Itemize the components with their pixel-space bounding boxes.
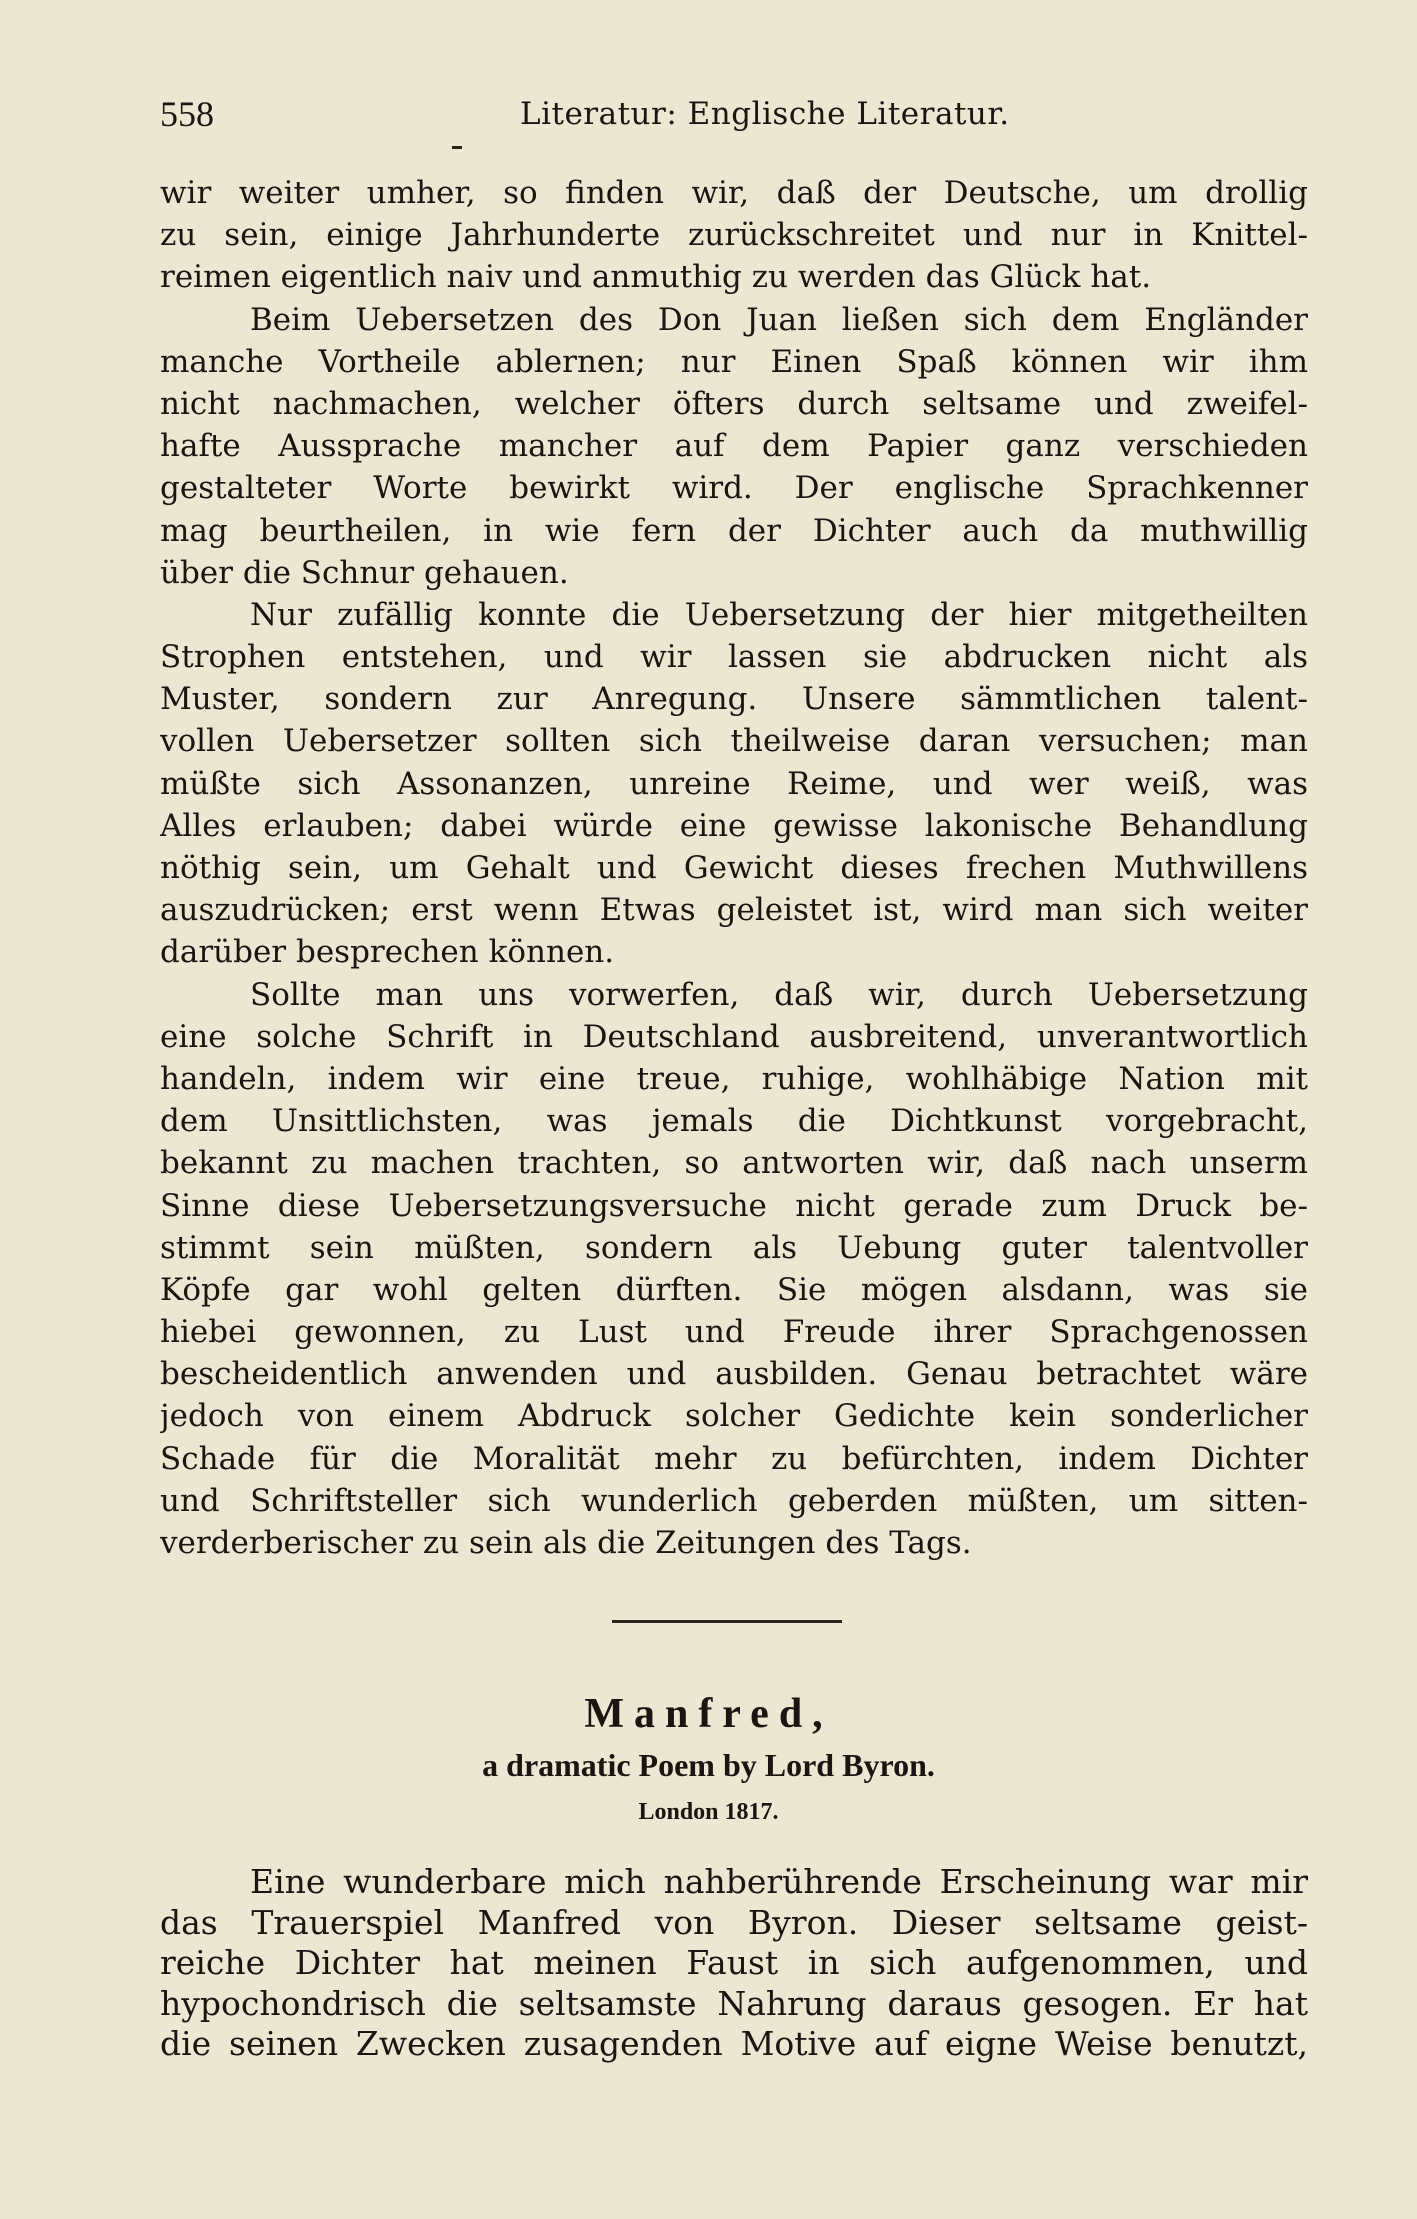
- text-line: Sinne diese Uebersetzungsversuche nicht gerade zum Druck be-: [160, 1187, 1308, 1224]
- text-line: hypochondrisch die seltsamste Nahrung daraus gesogen. Er hat: [160, 1983, 1308, 2023]
- text-line: hiebei gewonnen, zu Lust und Freude ihrer Sprachgenossen: [160, 1314, 1308, 1351]
- paragraph-1: [160, 172, 1308, 299]
- text-line: Muster, sondern zur Anregung. Unsere sämmtlichen talent-: [160, 681, 1308, 718]
- text-line: mag beurtheilen, in wie fern der Dichter auch da muthwillig: [160, 512, 1308, 549]
- section-divider: [612, 1620, 842, 1623]
- section-body: [160, 1862, 1308, 2065]
- text-line: Beim Uebersetzen des Don Juan ließen sich dem Engländer: [250, 301, 1308, 338]
- text-line: die seinen Zwecken zusagenden Motive auf eigne Weise benutzt,: [160, 2024, 1308, 2063]
- text-line: manche Vortheile ablernen; nur Einen Spaß können wir ihm: [160, 343, 1308, 380]
- text-line: Eine wunderbare mich nahberührende Erscheinung war mir: [250, 1862, 1308, 1901]
- text-line: wir weiter umher, so finden wir, daß der Deutsche, um drollig: [160, 175, 1308, 211]
- text-line: zu sein, einige Jahrhunderte zurückschreitet und nur in Knittel-: [160, 217, 1308, 254]
- head-mark: [452, 146, 462, 149]
- text-line: stimmt sein müßten, sondern als Uebung guter talentvoller: [160, 1229, 1308, 1266]
- text-line: vollen Uebersetzer sollten sich theilweise daran versuchen; man: [160, 723, 1308, 760]
- text-line: Nur zufällig konnte die Uebersetzung der hier mitgetheilten: [250, 596, 1308, 633]
- running-head: [160, 92, 1320, 136]
- text-line: jedoch von einem Abdruck solcher Gedichte kein sonderlicher: [160, 1398, 1308, 1435]
- section-title: Manfred,: [584, 1691, 833, 1737]
- section-paragraph: [160, 1862, 1308, 2065]
- text-line: gestalteter Worte bewirkt wird. Der englische Sprachkenner: [160, 470, 1308, 507]
- text-line: verderberischer zu sein als die Zeitungen des Tags.: [160, 1525, 972, 1561]
- text-line: das Trauerspiel Manfred von Byron. Dieser seltsame geist-: [160, 1902, 1308, 1942]
- paragraph-3: [160, 594, 1308, 974]
- text-line: darüber besprechen können.: [160, 934, 615, 971]
- running-title: Literatur: Englische Literatur.: [520, 96, 1010, 132]
- text-line: über die Schnur gehauen.: [160, 554, 569, 591]
- text-line: reiche Dichter hat meinen Faust in sich aufgenommen, und: [160, 1943, 1308, 1982]
- text-line: bescheidentlich anwenden und ausbilden. Genau betrachtet wäre: [160, 1356, 1308, 1393]
- text-line: handeln, indem wir eine treue, ruhige, wohlhäbige Nation mit: [160, 1060, 1308, 1097]
- text-line: nöthig sein, um Gehalt und Gewicht dieses frechen Muthwillens: [160, 850, 1308, 886]
- text-line: Strophen entstehen, und wir lassen sie abdrucken nicht als: [160, 639, 1308, 676]
- text-line: müßte sich Assonanzen, unreine Reime, und wer weiß, was: [160, 765, 1308, 802]
- page-number: 558: [160, 94, 214, 134]
- text-line: reimen eigentlich naiv und anmuthig zu werden das Glück hat.: [160, 259, 1152, 296]
- text-line: Alles erlauben; dabei würde eine gewisse lakonische Behandlung: [160, 807, 1308, 844]
- section-imprint: London 1817.: [638, 1799, 779, 1825]
- paragraph-4: [160, 974, 1308, 1565]
- text-line: und Schriftsteller sich wunderlich geberden müßten, um sitten-: [160, 1482, 1308, 1519]
- text-line: Schade für die Moralität mehr zu befürchten, indem Dichter: [160, 1440, 1308, 1477]
- text-line: Sollte man uns vorwerfen, daß wir, durch Uebersetzung: [250, 976, 1308, 1013]
- text-line: hafte Aussprache mancher auf dem Papier ganz verschieden: [160, 428, 1308, 465]
- text-line: dem Unsittlichsten, was jemals die Dichtkunst vorgebracht,: [160, 1103, 1308, 1140]
- text-line: eine solche Schrift in Deutschland ausbreitend, unverantwortlich: [160, 1018, 1308, 1055]
- section-subtitle: a dramatic Poem by Lord Byron.: [482, 1747, 935, 1783]
- body-text: [160, 172, 1308, 1564]
- text-line: nicht nachmachen, welcher öfters durch seltsame und zweifel-: [160, 385, 1308, 422]
- text-line: Köpfe gar wohl gelten dürften. Sie mögen alsdann, was sie: [160, 1271, 1308, 1308]
- text-line: auszudrücken; erst wenn Etwas geleistet ist, wird man sich weiter: [160, 892, 1308, 929]
- paragraph-2: [160, 299, 1308, 594]
- text-line: bekannt zu machen trachten, so antworten wir, daß nach unserm: [160, 1145, 1308, 1182]
